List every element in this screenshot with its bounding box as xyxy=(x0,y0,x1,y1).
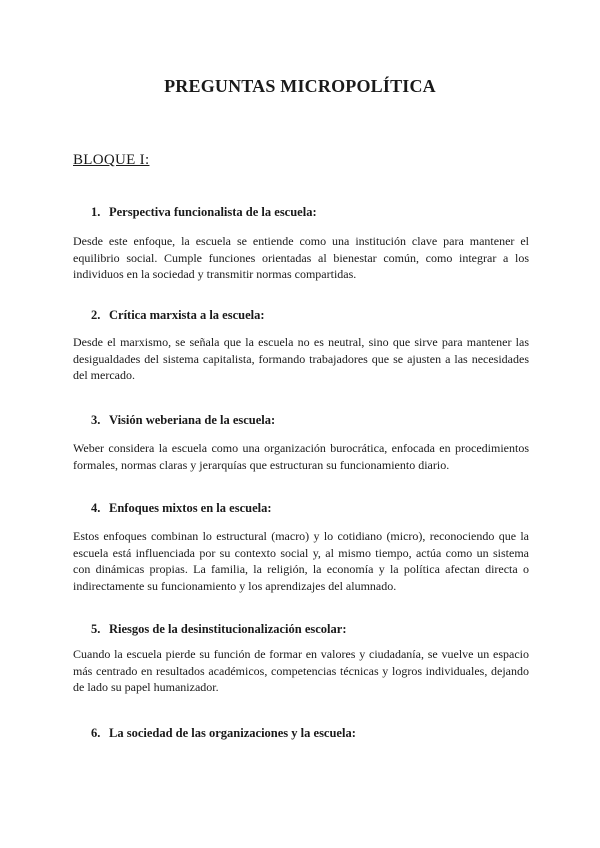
section-number: 1. xyxy=(91,205,101,219)
section-heading-5 xyxy=(91,622,347,637)
section-heading-4 xyxy=(91,501,272,516)
section-number: 3. xyxy=(91,413,101,427)
section-body-2: Desde el marxismo, se señala que la escuela no es neutral, sino que sirve para mantener las desigualdades del sistema capitalista, formando trabajadores que se ajusten a las necesidades del mercado. xyxy=(73,335,529,382)
section-number: 6. xyxy=(91,726,101,740)
section-heading-text: Perspectiva funcionalista de la escuela: xyxy=(109,205,317,219)
page-title: PREGUNTAS MICROPOLÍTICA xyxy=(164,76,436,96)
section-number: 5. xyxy=(91,622,101,636)
section-heading-text: Visión weberiana de la escuela: xyxy=(109,413,276,427)
section-heading-6 xyxy=(91,726,356,741)
section-body-3: Weber considera la escuela como una organización burocrática, enfocada en procedimientos formales, normas claras y jerarquías que estructuran su funcionamiento diario. xyxy=(73,441,529,472)
section-body-1: Desde este enfoque, la escuela se entiende como una institución clave para mantener el equilibrio social. Cumple funciones orientadas al bienestar común, como integrar a los individuos en la sociedad y transmitir normas compartidas. xyxy=(73,234,529,281)
block-label: BLOQUE I: xyxy=(73,152,150,168)
section-heading-text: Riesgos de la desinstitucionalización escolar: xyxy=(109,622,347,636)
section-body-5: Cuando la escuela pierde su función de formar en valores y ciudadanía, se vuelve un espacio más centrado en resultados académicos, competencias técnicas y logros individuales, dejando de lado su papel humanizador. xyxy=(73,647,529,694)
section-number: 2. xyxy=(91,308,101,322)
section-number: 4. xyxy=(91,501,101,515)
section-heading-3 xyxy=(91,413,275,428)
section-heading-text: La sociedad de las organizaciones y la escuela: xyxy=(109,726,356,740)
section-heading-2 xyxy=(91,308,265,323)
section-heading-1 xyxy=(91,205,317,220)
section-heading-text: Enfoques mixtos en la escuela: xyxy=(109,501,272,515)
section-heading-text: Crítica marxista a la escuela: xyxy=(109,308,265,322)
section-body-4: Estos enfoques combinan lo estructural (macro) y lo cotidiano (micro), reconociendo que la escuela está influenciada por su contexto social y, al mismo tiempo, actúa como un sistema con dinámicas propias. La familia, la religión, la economía y la política afectan directa o indirectamente su funcionamiento y los aprendizajes del alumnado. xyxy=(73,529,529,593)
